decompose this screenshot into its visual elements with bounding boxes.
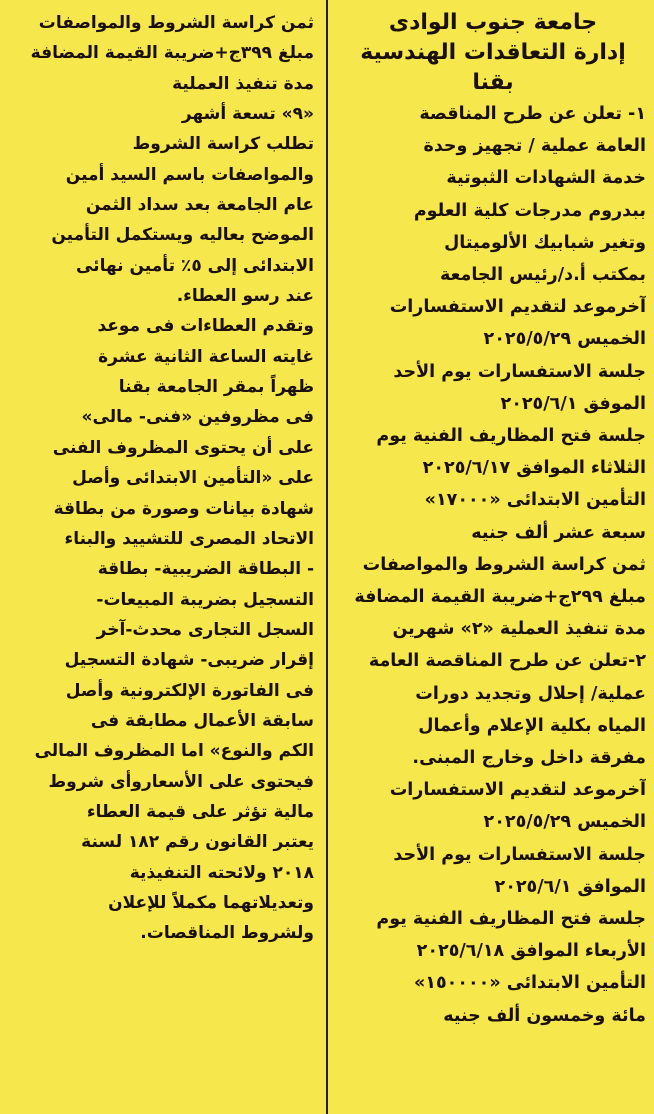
text-line: ١- تعلن عن طرح المناقصة (419, 104, 646, 124)
header-city: بقنا (472, 70, 514, 95)
text-line: فى الفاتورة الإلكترونية وأصل (65, 680, 314, 701)
text-line: فى مظروفين «فنى- مالى» (81, 407, 314, 428)
text-line: جلسة الاستفسارات يوم الأحد (393, 361, 646, 382)
text-line: الخميس ٢٠٢٥/٥/٢٩ (483, 812, 646, 833)
text-line: وتغير شبابيك الألوميتال (444, 232, 646, 253)
column-divider (326, 0, 328, 1114)
text-line: «٩» تسعة أشهر (181, 104, 314, 125)
text-line: ثمن كراسة الشروط والمواصفات (362, 554, 646, 575)
text-line: التأمين الابتدائى «١٥٠٠٠٠» (413, 973, 646, 994)
text-line: جلسة الاستفسارات يوم الأحد (393, 844, 646, 865)
left-column (12, 0, 314, 949)
text-line: سابقة الأعمال مطابقة فى (90, 710, 314, 731)
right-column-body (340, 98, 646, 1032)
text-line: ثمن كراسة الشروط والمواصفات (38, 13, 314, 33)
text-line: آخرموعد لتقديم الاستفسارات (389, 780, 646, 801)
text-line: ظهراً بمقر الجامعة بقنا (118, 377, 314, 398)
header-university: جامعة جنوب الوادى (388, 10, 598, 35)
text-line: جلسة فتح المظاريف الفنية يوم (376, 426, 646, 447)
text-line: التسجيل بضريبة المبيعات- (96, 589, 314, 610)
right-column (340, 0, 646, 1032)
text-line: المياه بكلية الإعلام وأعمال (418, 715, 646, 736)
text-line: الموضح بعاليه ويستكمل التأمين (51, 225, 314, 246)
text-line: الموفق ٢٠٢٥/٦/١ (500, 393, 646, 414)
text-line: العامة عملية / تجهيز وحدة (423, 136, 646, 157)
text-line: الابتدائى إلى ٥٪ تأمين نهائى (75, 255, 314, 276)
text-line: مبلغ ٢٩٩ج+ضريبة القيمة المضافة (354, 587, 646, 608)
text-line: إقرار ضريبى- شهادة التسجيل (64, 650, 314, 671)
header-department: إدارة التعاقدات الهندسية (360, 40, 626, 65)
text-line: الموافق ٢٠٢٥/٦/١ (494, 876, 646, 897)
text-line: الاتحاد المصرى للتشييد والبناء (64, 528, 314, 549)
text-line: السجل التجارى محدث-آخر (96, 619, 314, 640)
text-line: الكم والنوع» اما المظروف المالى (34, 741, 314, 762)
text-line: - البطاقة الضريبية- بطاقة (97, 559, 314, 580)
text-line: عند رسو العطاء. (176, 286, 314, 307)
text-line: وتقدم العطاءات فى موعد (97, 316, 314, 337)
text-line: آخرموعد لتقديم الاستفسارات (389, 297, 646, 318)
text-line: فيحتوى على الأسعاروأى شروط (48, 771, 314, 792)
text-line: مالية تؤثر على قيمة العطاء (86, 801, 314, 822)
text-line: مفرقة داخل وخارج المبنى. (412, 748, 646, 769)
text-line: مائة وخمسون ألف جنيه (443, 1005, 646, 1026)
text-line: وتعديلاتهما مكملاً للإعلان (108, 892, 314, 913)
text-line: خدمة الشهادات الثبوتية (446, 168, 646, 189)
text-line: تطلب كراسة الشروط (132, 134, 314, 155)
text-line: على أن يحتوى المظروف الفنى (52, 437, 314, 458)
text-line: بمكتب أ.د/رئيس الجامعة (440, 265, 646, 286)
text-line: ٢٠١٨ ولائحته التنفيذية (129, 862, 314, 883)
text-line: سبعة عشر ألف جنيه (471, 522, 646, 543)
text-line: الأربعاء الموافق ٢٠٢٥/٦/١٨ (416, 941, 646, 962)
text-line: يعتبر القانون رقم ١٨٢ لسنة (81, 832, 314, 853)
text-line: شهادة بيانات وصورة من بطاقة (53, 498, 314, 519)
text-line: ٢-تعلن عن طرح المناقصة العامة (368, 651, 646, 672)
text-line: التأمين الابتدائى «١٧٠٠٠» (424, 490, 646, 511)
text-line: عملية/ إحلال وتجديد دورات (415, 683, 646, 704)
text-line: عام الجامعة بعد سداد الثمن (85, 195, 314, 216)
text-line: جلسة فتح المظاريف الفنية يوم (376, 909, 646, 930)
text-line: الخميس ٢٠٢٥/٥/٢٩ (483, 329, 646, 350)
text-line: غايته الساعة الثانية عشرة (98, 346, 314, 367)
text-line: مدة تنفيذ العملية (172, 73, 314, 94)
text-line: على «التأمين الابتدائى وأصل (72, 468, 314, 489)
text-line: ولشروط المناقصات. (140, 923, 314, 944)
text-line: والمواصفات باسم السيد أمين (65, 164, 314, 185)
text-line: مبلغ ٣٩٩ج+ضريبة القيمة المضافة (30, 43, 314, 64)
text-line: ببدروم مدرجات كلية العلوم (413, 200, 646, 221)
text-line: مدة تنفيذ العملية «٢» شهرين (392, 619, 646, 640)
text-line: الثلاثاء الموافق ٢٠٢٥/٦/١٧ (422, 458, 646, 479)
